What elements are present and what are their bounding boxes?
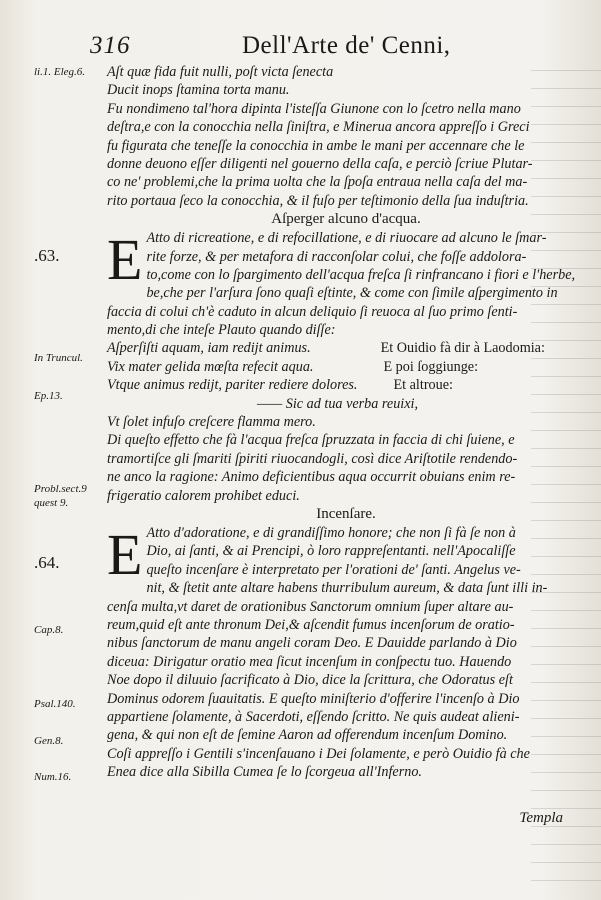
text-line: fu figurata che teneſſe la conocchia in ambe le mani per accennare che le bbox=[107, 137, 525, 154]
section-heading: Incenſare. bbox=[316, 505, 376, 522]
text-line: gena, & qui non eſt de ſemine Aaron ad offerendum incenſum Domino. bbox=[107, 727, 508, 744]
text-line: Fu nondimeno tal'hora dipinta l'isteſſa Giunone con lo ſcetro nella mano bbox=[107, 100, 521, 117]
quote-line: Vt ſolet infuſo creſcere flamma mero. bbox=[107, 414, 316, 431]
section-number: .63. bbox=[34, 246, 60, 265]
quote-line bbox=[107, 358, 585, 376]
running-header bbox=[0, 28, 601, 62]
margin-note: Psal.140. bbox=[34, 698, 76, 710]
section-heading: Aſperger alcuno d'acqua. bbox=[271, 211, 421, 228]
quote-text: Vix mater gelida mœſta refecit aqua. bbox=[107, 358, 314, 375]
text-line: Dominus odorem ſuauitatis. E queſto miniſterio d'offerire l'incenſo à Dio bbox=[107, 690, 520, 707]
section-number: .64. bbox=[34, 553, 60, 572]
text-line: frigeratio calorem prohibet educi. bbox=[107, 487, 300, 504]
text-line: Dio, ai ſanti, & ai Prencipi, ò loro rappreſentanti. nell'Apocaliſſe bbox=[146, 543, 516, 560]
text-line: mento,di che inteſe Plauto quando diſſe: bbox=[107, 322, 336, 339]
text-line: reum,quid eſt ante thronum Dei,& aſcendit fumus incenſorum de oratio- bbox=[107, 616, 515, 633]
text-block bbox=[107, 63, 585, 781]
verse-line: Aſt quæ fida fuit nulli, poſt victa ſenecta bbox=[107, 64, 334, 80]
text-line: deſtra,e con la conocchia nella ſiniſtra, e Minerua ancora appreſſo i Greci bbox=[107, 119, 530, 136]
quote-line: —— Sic ad tua verba reuixi, bbox=[257, 395, 419, 412]
text-line: rito portaua ſeco la conocchia, & il fuſo per teſtimonio della ſua induſtria. bbox=[107, 192, 529, 209]
text-line: Enea dice alla Sibilla Cumea ſe lo ſcorgeua all'Inferno. bbox=[107, 764, 422, 781]
page-number: 316 bbox=[90, 32, 131, 59]
drop-cap: E bbox=[107, 227, 143, 293]
text-line: Di queſto effetto che fà l'acqua freſca ſpruzzata in faccia di chi ſuiene, e bbox=[107, 432, 515, 449]
quote-text: Vtque animus redijt, pariter rediere dolores. bbox=[107, 377, 358, 394]
margin-note-text: Probl.sect.9 quest 9. bbox=[34, 483, 87, 509]
margin-note: In Truncul. bbox=[34, 352, 83, 364]
quote-line bbox=[107, 376, 585, 394]
margin-note: Num.16. bbox=[34, 771, 72, 783]
text-line: cenſa multa,vt daret de orationibus Sanctorum omnium ſuper altare au- bbox=[107, 598, 514, 615]
paragraph bbox=[107, 227, 585, 293]
text-line: donne deuono eſſer diligenti nel gouerno della caſa, e perciò ſcriue Plutar- bbox=[107, 155, 533, 172]
quote-line bbox=[107, 339, 585, 357]
margin-note: li.1. Eleg.6. bbox=[34, 66, 86, 78]
text-line: faccia di colui ch'è caduto in alcun deliquio ſi reuoca al ſuo primo ſenti- bbox=[107, 303, 518, 320]
text-line: tramortiſce gli ſmariti ſpiriti riuocandogli, così dice Ariſtotile rendendo- bbox=[107, 450, 518, 467]
paragraph bbox=[107, 521, 585, 587]
text-line: Atto d'adoratione, e di grandiſſimo honore; che non ſi fà ſe non à bbox=[146, 524, 516, 541]
text-line: queſto incenſare è interpretato per l'orationi de' ſanti. Angelus ve- bbox=[146, 561, 521, 578]
margin-note: Gen.8. bbox=[34, 735, 64, 747]
catchword: Templa bbox=[519, 810, 563, 826]
text-line: Atto di ricreatione, e di refocillatione, e di riuocare ad alcuno le ſmar- bbox=[146, 230, 547, 247]
text-line: nit, & ſtetit ante altare habens thurribulum aureum, & data ſunt illi in- bbox=[146, 580, 548, 597]
margin-note: Ep.13. bbox=[34, 390, 63, 402]
attribution-text: Et altroue: bbox=[393, 377, 453, 394]
quote-text: Aſperſiſti aquam, iam redijt animus. bbox=[107, 340, 311, 357]
text-line: be,che per l'arſura ſono quaſi eſtinte, & come con ſimile aſpergimento in bbox=[146, 285, 558, 302]
text-line: appartiene ſolamente, à Sacerdoti, eſſendo ſcritto. Ne quis audeat alieni- bbox=[107, 708, 520, 725]
text-line: diceua: Dirigatur oratio mea ſicut incenſum in conſpectu tuo. Hauendo bbox=[107, 653, 512, 670]
text-line: nibus ſanctorum de manu angeli coram Deo. E Dauidde parlando à Dio bbox=[107, 635, 517, 652]
text-line: to,come con lo ſpargimento dell'acqua freſca ſi rinfrancano i fiori e l'herbe, bbox=[146, 266, 576, 283]
text-line: rite forze, & per metafora di racconſolar colui, che foſſe addolora- bbox=[146, 248, 527, 265]
running-title: Dell'Arte de' Cenni, bbox=[242, 32, 451, 59]
drop-cap: E bbox=[107, 521, 143, 587]
attribution-text: E poi ſoggiunge: bbox=[383, 358, 479, 375]
margin-note bbox=[34, 482, 104, 510]
text-line: co ne' problemi,che la prima uolta che la ſpoſa entraua nella caſa del ma- bbox=[107, 174, 528, 191]
text-line: Noe dopo il diluuio ſacrificato à Dio, dice la ſcrittura, che Odoratus eſt bbox=[107, 672, 513, 689]
text-line: Coſi appreſſo i Gentili s'incenſauano i Dei ſolamente, e però Ouidio fà che bbox=[107, 745, 530, 762]
attribution-text: Et Ouidio fà dir à Laodomia: bbox=[380, 340, 545, 357]
text-line: ne anco la ragione: Animo deficientibus aqua occurrit obuians enim re- bbox=[107, 469, 516, 486]
margin-note: Cap.8. bbox=[34, 624, 64, 636]
verse-line: Ducit inops ſtamina torta manu. bbox=[107, 82, 290, 99]
